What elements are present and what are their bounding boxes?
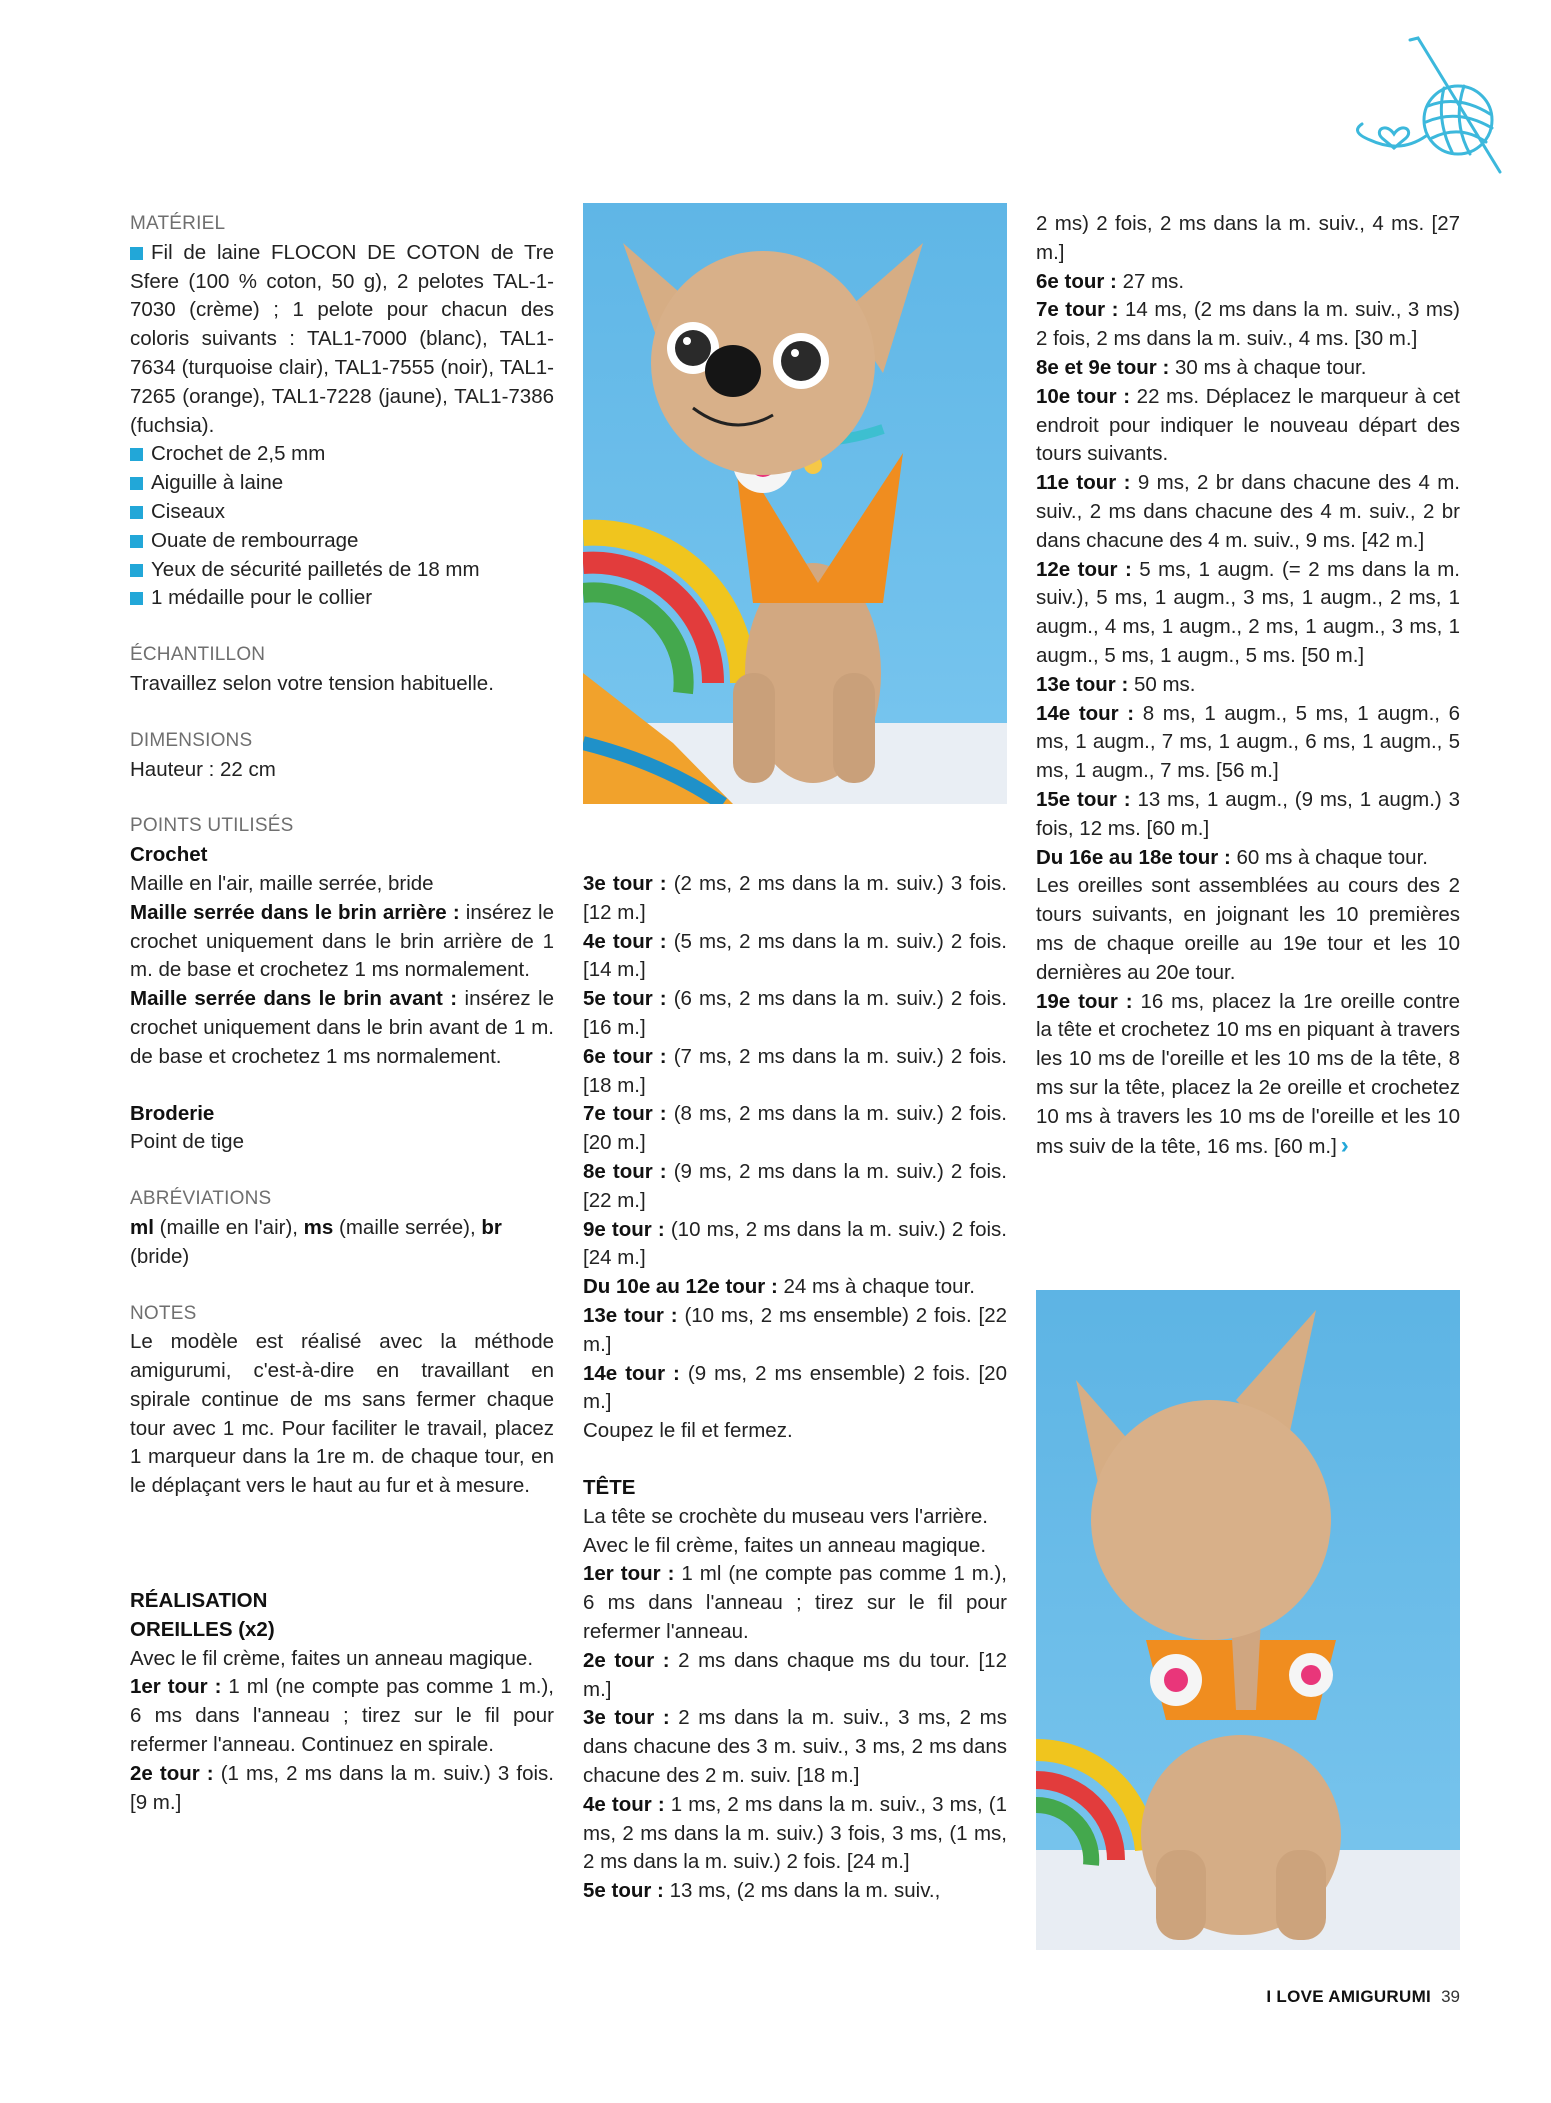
instruction-row: 5e tour : (6 ms, 2 ms dans la m. suiv.) 2 fois. [16 m.] [583, 987, 1007, 1039]
instruction-row: 3e tour : (2 ms, 2 ms dans la m. suiv.) 3 fois. [12 m.] [583, 872, 1007, 924]
instruction-row: Du 10e au 12e tour : 24 ms à chaque tour. [583, 1275, 975, 1299]
materiel-item: Crochet de 2,5 mm [130, 440, 554, 469]
brin-arriere-label: Maille serrée dans le brin arrière : [130, 900, 460, 924]
instruction-row: 12e tour : 5 ms, 1 augm. (= 2 ms dans la m. suiv.), 5 ms, 1 augm., 3 ms, 1 augm., 2 ms, 1 augm., 4 ms, 1 augm., 2 ms, 1 augm., 3 ms, 1 augm., 5 ms, 1 augm., 5 ms. [50 m.] [1036, 557, 1460, 667]
points-heading: POINTS UTILISÉS [130, 815, 294, 837]
instruction-row: 10e tour : 22 ms. Déplacez le marqueur à cet endroit pour indiquer le nouveau départ des tours suivants. [1036, 384, 1460, 466]
oreilles-heading: OREILLES (x2) [130, 1617, 275, 1641]
echantillon-text: Travaillez selon votre tension habituelle. [130, 671, 494, 695]
instruction-row: 14e tour : (9 ms, 2 ms ensemble) 2 fois. [20 m.] [583, 1361, 1007, 1414]
materiel-item: Ouate de rembourrage [130, 527, 554, 556]
materiel-item: Ciseaux [130, 498, 554, 527]
instruction-row: 2e tour : 2 ms dans chaque ms du tour. [12 m.] [583, 1648, 1007, 1701]
instruction-row: 6e tour : 27 ms. [1036, 269, 1185, 293]
instruction-row: 13e tour : 50 ms. [1036, 672, 1196, 696]
column-middle [583, 870, 1007, 1906]
brin-arriere-text: insérez le crochet uniquement dans le brin arrière de 1 m. de base et crochetez 1 ms normalement. [130, 900, 554, 982]
instruction-row: 8e et 9e tour : 30 ms à chaque tour. [1036, 355, 1367, 379]
instruction-row: 5e tour : 13 ms, (2 ms dans la m. suiv., [583, 1879, 941, 1903]
instruction-row: 11e tour : 9 ms, 2 br dans chacune des 4 m. suiv., 2 ms dans chacune des 4 m. suiv., 2 br dans chacune des 4 m. suiv., 9 ms. [42 m.] [1036, 471, 1461, 552]
instruction-row: 14e tour : 8 ms, 1 augm., 5 ms, 1 augm., 6 ms, 1 augm., 7 ms, 1 augm., 6 ms, 1 augm., 5 ms, 1 augm., 7 ms. [56 m.] [1036, 701, 1460, 783]
magazine-name: I LOVE AMIGURUMI [1266, 1987, 1432, 2006]
column-right [1036, 210, 1460, 1161]
instruction-row: 4e tour : (5 ms, 2 ms dans la m. suiv.) 2 fois. [14 m.] [583, 929, 1007, 982]
dimensions-text: Hauteur : 22 cm [130, 757, 276, 781]
notes-text: Le modèle est réalisé avec la méthode amigurumi, c'est-à-dire en travaillant en spirale continue de ms sans fermer chaque tour avec 1 mc. Pour faciliter le travail, placez 1 marqueur dans la 1re m. de chaque tour, en le déplaçant vers le haut au fur et à mesure. [130, 1330, 554, 1498]
echantillon-heading: ÉCHANTILLON [130, 644, 266, 666]
instruction-row: 7e tour : 14 ms, (2 ms dans la m. suiv., 3 ms) 2 fois, 2 ms dans la m. suiv., 4 ms. [30 m.] [1036, 298, 1460, 351]
instruction-row: 8e tour : (9 ms, 2 ms dans la m. suiv.) 2 fois. [22 m.] [583, 1159, 1007, 1212]
page-footer [1150, 1987, 1460, 2007]
instruction-row-continued: 2 ms) 2 fois, 2 ms dans la m. suiv., 4 ms. [27 m.] [1036, 212, 1460, 264]
realisation-heading: RÉALISATION [130, 1589, 268, 1613]
continue-arrow-icon: › [1340, 1131, 1349, 1159]
abreviations-heading: ABRÉVIATIONS [130, 1188, 272, 1210]
broderie-text: Point de tige [130, 1130, 244, 1154]
oreilles-intro: Avec le fil crème, faites un anneau magique. [130, 1646, 534, 1670]
instruction-row: 1er tour : 1 ml (ne compte pas comme 1 m.), 6 ms dans l'anneau ; tirez sur le fil pour refermer l'anneau. [583, 1562, 1007, 1643]
materiel-item: Fil de laine FLOCON DE COTON de Tre Sfere (100 % coton, 50 g), 2 pelotes TAL-1-7030 (crème) ; 1 pelote pour chacun des coloris suivants : TAL1-7000 (blanc), TAL1-7634 (turquoise clair), TAL1-7555 (noir), TAL1-7265 (orange), TAL1-7228 (jaune), TAL1-7386 (fuchsia). [130, 239, 554, 441]
chihuahua-front-photo [583, 203, 1007, 804]
crochet-subheading: Crochet [130, 843, 208, 867]
finish-text: Coupez le fil et fermez. [583, 1419, 793, 1443]
assembly-text: Les oreilles sont assemblées au cours des 2 tours suivants, en joignant les 10 premières ms de chaque oreille au 19e tour et les 10 dernières au 20e tour. [1036, 874, 1460, 984]
chihuahua-back-photo [1036, 1290, 1460, 1950]
brin-avant-text: insérez le crochet uniquement dans le brin avant de 1 m. de base et crochetez 1 ms normalement. [130, 987, 554, 1068]
instruction-row: Du 16e au 18e tour : 60 ms à chaque tour. [1036, 845, 1428, 869]
dimensions-heading: DIMENSIONS [130, 729, 253, 751]
instruction-row: 1er tour : 1 ml (ne compte pas comme 1 m.), 6 ms dans l'anneau ; tirez sur le fil pour refermer l'anneau. Continuez en spirale. [130, 1675, 554, 1757]
materiel-item: Aiguille à laine [130, 469, 554, 498]
crochet-text: Maille en l'air, maille serrée, bride [130, 871, 434, 895]
instruction-row: 4e tour : 1 ms, 2 ms dans la m. suiv., 3 ms, (1 ms, 2 ms dans la m. suiv.) 3 fois, 3 ms, (1 ms, 2 ms dans la m. suiv.) 2 fois. [24 m.] [583, 1792, 1007, 1874]
tete-intro: La tête se crochète du museau vers l'arrière. [583, 1504, 989, 1528]
page-number: 39 [1441, 1987, 1460, 2006]
instruction-row: 9e tour : (10 ms, 2 ms dans la m. suiv.) 2 fois. [24 m.] [583, 1217, 1007, 1270]
yarn-ball-logo-icon [1340, 36, 1518, 178]
column-left [130, 210, 554, 1817]
instruction-row: 3e tour : 2 ms dans la m. suiv., 3 ms, 2 ms dans chacune des 3 m. suiv., 3 ms, 2 ms dans chacune des 2 m. suiv. [18 m.] [583, 1706, 1007, 1787]
materiel-item: 1 médaille pour le collier [130, 584, 554, 613]
instruction-row: 15e tour : 13 ms, 1 augm., (9 ms, 1 augm.) 3 fois, 12 ms. [60 m.] [1036, 787, 1460, 840]
materiel-item: Yeux de sécurité pailletés de 18 mm [130, 556, 554, 585]
instruction-row: 6e tour : (7 ms, 2 ms dans la m. suiv.) 2 fois. [18 m.] [583, 1044, 1007, 1097]
instruction-row: 13e tour : (10 ms, 2 ms ensemble) 2 fois. [22 m.] [583, 1303, 1007, 1356]
broderie-subheading: Broderie [130, 1101, 215, 1125]
tete-intro: Avec le fil crème, faites un anneau magique. [583, 1533, 987, 1557]
abreviations-text: ml (maille en l'air), ms (maille serrée), br (bride) [130, 1215, 502, 1268]
materiel-heading: MATÉRIEL [130, 213, 226, 234]
brin-avant-label: Maille serrée dans le brin avant : [130, 987, 458, 1011]
instruction-row: 2e tour : (1 ms, 2 ms dans la m. suiv.) 3 fois. [9 m.] [130, 1761, 554, 1814]
instruction-row: 7e tour : (8 ms, 2 ms dans la m. suiv.) 2 fois. [20 m.] [583, 1102, 1007, 1155]
tete-heading: TÊTE [583, 1475, 636, 1499]
instruction-row: 19e tour : 16 ms, placez la 1re oreille contre la tête et crochetez 10 ms en piquant à travers les 10 ms de l'oreille et les 10 ms de la tête, 8 ms sur la tête, placez la 2e oreille et crochetez 10 ms à travers les 10 ms de l'oreille et les 10 ms suiv de la tête, 16 ms. [60 m.] › [1036, 989, 1460, 1159]
notes-heading: NOTES [130, 1302, 197, 1324]
